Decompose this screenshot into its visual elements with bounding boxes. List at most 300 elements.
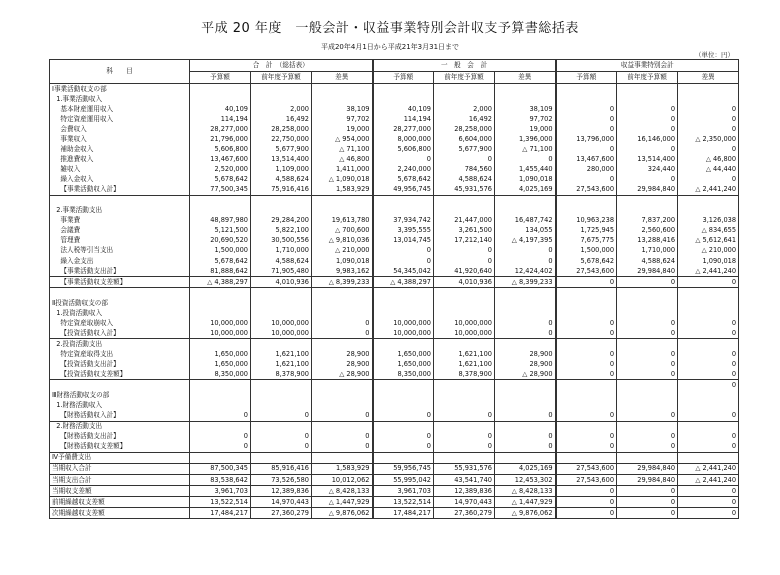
value-cell <box>251 400 312 410</box>
value-cell: △ 5,612,641 <box>678 236 739 246</box>
value-cell <box>678 339 739 350</box>
row-label: 法人税等引当支出 <box>50 246 190 256</box>
value-cell: 1,650,000 <box>373 349 434 359</box>
value-cell: △ 954,000 <box>312 134 373 144</box>
value-cell <box>373 94 434 104</box>
subheader-prev-budget: 前年度予算額 <box>251 72 312 84</box>
value-cell <box>678 390 739 400</box>
value-cell <box>190 298 251 308</box>
value-cell: 4,025,169 <box>495 463 556 474</box>
value-cell: 14,970,443 <box>251 496 312 507</box>
value-cell: 114,194 <box>190 114 251 124</box>
value-cell <box>556 195 617 206</box>
value-cell: 13,467,600 <box>556 154 617 164</box>
value-cell <box>373 84 434 95</box>
value-cell: △ 4,388,297 <box>190 276 251 287</box>
value-cell <box>434 380 495 391</box>
value-cell <box>617 452 678 463</box>
value-cell <box>190 84 251 95</box>
value-cell: 1,411,000 <box>312 164 373 174</box>
row-label: 【財務活動支出計】 <box>50 432 190 442</box>
value-cell: 27,543,600 <box>556 474 617 485</box>
value-cell: △ 1,447,929 <box>495 496 556 507</box>
value-cell: 0 <box>678 276 739 287</box>
value-cell: 1,621,100 <box>434 359 495 369</box>
value-cell: 0 <box>556 276 617 287</box>
row-label: Ⅱ投資活動収支の部 <box>50 298 190 308</box>
value-cell: 0 <box>678 174 739 184</box>
value-cell: 12,389,836 <box>251 485 312 496</box>
value-cell: 59,956,745 <box>373 463 434 474</box>
value-cell <box>312 84 373 95</box>
value-cell: 1,090,018 <box>495 174 556 184</box>
value-cell: 7,837,200 <box>617 216 678 226</box>
value-cell: 97,702 <box>495 114 556 124</box>
subheader-diff: 差異 <box>678 72 739 84</box>
value-cell: 324,440 <box>617 164 678 174</box>
value-cell: 28,277,000 <box>190 124 251 134</box>
value-cell: 3,961,703 <box>190 485 251 496</box>
value-cell: 0 <box>678 442 739 453</box>
value-cell: 13,522,514 <box>190 496 251 507</box>
value-cell <box>434 206 495 216</box>
table-row <box>50 308 739 318</box>
value-cell <box>678 84 739 95</box>
value-cell: 0 <box>190 411 251 422</box>
value-cell: 1,455,440 <box>495 164 556 174</box>
value-cell: 0 <box>678 144 739 154</box>
value-cell: △ 2,441,240 <box>678 463 739 474</box>
value-cell: 0 <box>678 432 739 442</box>
value-cell: 5,677,900 <box>434 144 495 154</box>
value-cell: △ 834,655 <box>678 226 739 236</box>
value-cell <box>312 339 373 350</box>
value-cell <box>617 94 678 104</box>
value-cell: 97,702 <box>312 114 373 124</box>
value-cell <box>495 421 556 432</box>
value-cell: 1,583,929 <box>312 184 373 195</box>
value-cell: 0 <box>617 507 678 518</box>
value-cell <box>495 195 556 206</box>
value-cell <box>251 298 312 308</box>
value-cell <box>495 94 556 104</box>
value-cell: 1,583,929 <box>312 463 373 474</box>
value-cell: 0 <box>617 124 678 134</box>
value-cell: 0 <box>617 174 678 184</box>
row-label: 補助金収入 <box>50 144 190 154</box>
value-cell: 0 <box>617 485 678 496</box>
period-subtitle: 平成20年4月1日から平成21年3月31日まで <box>320 43 460 51</box>
value-cell: 75,916,416 <box>251 184 312 195</box>
table-row <box>50 485 739 496</box>
value-cell <box>678 421 739 432</box>
row-label: 特定資産取得支出 <box>50 349 190 359</box>
value-cell: △ 9,876,062 <box>312 507 373 518</box>
value-cell: 19,000 <box>495 124 556 134</box>
value-cell: 0 <box>373 411 434 422</box>
value-cell: 0 <box>434 411 495 422</box>
value-cell: 1,500,000 <box>190 246 251 256</box>
row-label <box>50 287 190 298</box>
value-cell: 0 <box>556 411 617 422</box>
value-cell <box>190 421 251 432</box>
value-cell: △ 210,000 <box>312 246 373 256</box>
value-cell: △ 9,810,036 <box>312 236 373 246</box>
value-cell <box>190 400 251 410</box>
value-cell: 0 <box>251 442 312 453</box>
value-cell: 0 <box>678 114 739 124</box>
value-cell <box>495 380 556 391</box>
subheader-diff: 差異 <box>312 72 373 84</box>
value-cell: 3,961,703 <box>373 485 434 496</box>
row-label: 【事業活動支出計】 <box>50 266 190 277</box>
value-cell <box>251 339 312 350</box>
value-cell: 0 <box>617 328 678 339</box>
value-cell <box>312 195 373 206</box>
row-label: 2.財務活動支出 <box>50 421 190 432</box>
value-cell: 22,750,000 <box>251 134 312 144</box>
value-cell: △ 1,090,018 <box>312 174 373 184</box>
value-cell: 0 <box>556 174 617 184</box>
value-cell: 55,995,042 <box>373 474 434 485</box>
value-cell: 29,984,840 <box>617 463 678 474</box>
value-cell <box>495 206 556 216</box>
row-label: 【投資活動支出計】 <box>50 359 190 369</box>
value-cell: 1,090,018 <box>678 256 739 266</box>
value-cell: 0 <box>556 485 617 496</box>
value-cell <box>312 400 373 410</box>
value-cell: 81,888,642 <box>190 266 251 277</box>
value-cell: 0 <box>434 246 495 256</box>
table-row <box>50 256 739 266</box>
value-cell: 0 <box>678 369 739 380</box>
value-cell: 6,604,000 <box>434 134 495 144</box>
value-cell: △ 8,428,133 <box>312 485 373 496</box>
table-row <box>50 174 739 184</box>
value-cell: 16,492 <box>434 114 495 124</box>
row-label: 1.投資活動収入 <box>50 308 190 318</box>
value-cell <box>190 308 251 318</box>
value-cell <box>678 298 739 308</box>
value-cell <box>190 339 251 350</box>
value-cell <box>373 400 434 410</box>
value-cell: 0 <box>617 349 678 359</box>
table-row <box>50 339 739 350</box>
value-cell <box>434 94 495 104</box>
value-cell: 55,931,576 <box>434 463 495 474</box>
row-label: 2.投資活動支出 <box>50 339 190 350</box>
table-row <box>50 463 739 474</box>
value-cell <box>617 421 678 432</box>
value-cell: 0 <box>617 144 678 154</box>
value-cell: 0 <box>556 359 617 369</box>
value-cell <box>190 380 251 391</box>
value-cell <box>678 452 739 463</box>
value-cell: 5,678,642 <box>190 174 251 184</box>
value-cell: 1,621,100 <box>251 349 312 359</box>
value-cell: 4,588,624 <box>251 256 312 266</box>
value-cell: 28,900 <box>312 349 373 359</box>
value-cell <box>190 287 251 298</box>
value-cell: 28,900 <box>495 349 556 359</box>
value-cell <box>617 206 678 216</box>
value-cell <box>434 298 495 308</box>
table-row <box>50 349 739 359</box>
value-cell: △ 8,399,233 <box>312 276 373 287</box>
value-cell: △ 2,350,000 <box>678 134 739 144</box>
value-cell: 43,541,740 <box>434 474 495 485</box>
value-cell: 29,284,200 <box>251 216 312 226</box>
table-row <box>50 287 739 298</box>
table-row <box>50 421 739 432</box>
value-cell: 0 <box>434 154 495 164</box>
value-cell <box>373 380 434 391</box>
value-cell: 16,487,742 <box>495 216 556 226</box>
value-cell: 10,000,000 <box>373 328 434 339</box>
value-cell: △ 71,100 <box>312 144 373 154</box>
value-cell <box>373 390 434 400</box>
group-header-total: 合 計 （総括表） <box>190 60 373 72</box>
value-cell: 54,345,042 <box>373 266 434 277</box>
value-cell: 4,588,624 <box>251 174 312 184</box>
value-cell: 10,000,000 <box>190 318 251 328</box>
value-cell: 0 <box>556 114 617 124</box>
row-label: 前期繰越収支差額 <box>50 496 190 507</box>
row-label: 推進費収入 <box>50 154 190 164</box>
table-row <box>50 411 739 422</box>
value-cell <box>190 195 251 206</box>
value-cell: △ 28,900 <box>312 369 373 380</box>
table-row <box>50 359 739 369</box>
value-cell: 3,261,500 <box>434 226 495 236</box>
value-cell: 4,588,624 <box>617 256 678 266</box>
value-cell: 5,606,800 <box>373 144 434 154</box>
value-cell: 1,650,000 <box>373 359 434 369</box>
value-cell: 0 <box>678 104 739 114</box>
table-row <box>50 195 739 206</box>
value-cell: △ 9,876,062 <box>495 507 556 518</box>
value-cell: 0 <box>678 411 739 422</box>
value-cell <box>495 287 556 298</box>
value-cell: 16,146,000 <box>617 134 678 144</box>
row-label: 【投資活動収入計】 <box>50 328 190 339</box>
value-cell <box>495 400 556 410</box>
value-cell: 2,520,000 <box>190 164 251 174</box>
table-row <box>50 124 739 134</box>
value-cell <box>434 287 495 298</box>
table-row <box>50 104 739 114</box>
value-cell: 0 <box>617 104 678 114</box>
value-cell <box>251 195 312 206</box>
value-cell: 2,560,600 <box>617 226 678 236</box>
value-cell: 13,796,000 <box>556 134 617 144</box>
value-cell: 0 <box>373 256 434 266</box>
table-row <box>50 246 739 256</box>
value-cell: 48,897,980 <box>190 216 251 226</box>
subheader-prev-budget: 前年度予算額 <box>434 72 495 84</box>
value-cell <box>434 421 495 432</box>
row-label: 1.事業活動収入 <box>50 94 190 104</box>
value-cell: 9,983,162 <box>312 266 373 277</box>
value-cell <box>312 390 373 400</box>
value-cell: 0 <box>495 442 556 453</box>
table-row <box>50 400 739 410</box>
value-cell <box>556 421 617 432</box>
value-cell: 1,396,000 <box>495 134 556 144</box>
value-cell <box>434 390 495 400</box>
value-cell: △ 4,197,395 <box>495 236 556 246</box>
row-label: 雑収入 <box>50 164 190 174</box>
value-cell <box>373 452 434 463</box>
value-cell: 5,822,100 <box>251 226 312 236</box>
value-cell: 8,000,000 <box>373 134 434 144</box>
table-row <box>50 328 739 339</box>
value-cell: 28,900 <box>312 359 373 369</box>
document-title: 平成 20 年度 一般会計・収益事業特別会計収支予算書総括表 <box>201 21 579 36</box>
value-cell: 0 <box>678 496 739 507</box>
subheader-budget: 予算額 <box>556 72 617 84</box>
value-cell <box>556 400 617 410</box>
value-cell: △ 71,100 <box>495 144 556 154</box>
value-cell: 0 <box>556 432 617 442</box>
value-cell: 28,258,000 <box>251 124 312 134</box>
value-cell: 0 <box>556 369 617 380</box>
value-cell: 49,956,745 <box>373 184 434 195</box>
value-cell: 29,984,840 <box>617 474 678 485</box>
value-cell: 0 <box>434 442 495 453</box>
row-label: Ⅳ予備費支出 <box>50 452 190 463</box>
value-cell: 0 <box>373 432 434 442</box>
value-cell: 10,000,000 <box>373 318 434 328</box>
value-cell: 0 <box>495 256 556 266</box>
value-cell: 1,621,100 <box>434 349 495 359</box>
value-cell: 10,000,000 <box>251 318 312 328</box>
value-cell: 87,500,345 <box>190 463 251 474</box>
value-cell: 13,467,600 <box>190 154 251 164</box>
value-cell: 0 <box>373 442 434 453</box>
row-label: 【事業活動収入計】 <box>50 184 190 195</box>
value-cell <box>373 339 434 350</box>
value-cell: 1,621,100 <box>251 359 312 369</box>
value-cell: 0 <box>617 318 678 328</box>
value-cell: 0 <box>556 144 617 154</box>
value-cell: 0 <box>617 276 678 287</box>
value-cell: 21,796,000 <box>190 134 251 144</box>
value-cell <box>373 298 434 308</box>
value-cell <box>556 339 617 350</box>
value-cell: 29,984,840 <box>617 184 678 195</box>
value-cell: 0 <box>312 318 373 328</box>
value-cell <box>373 206 434 216</box>
value-cell: 13,522,514 <box>373 496 434 507</box>
value-cell: △ 700,600 <box>312 226 373 236</box>
value-cell: 8,378,900 <box>434 369 495 380</box>
value-cell <box>617 84 678 95</box>
value-cell <box>251 206 312 216</box>
value-cell <box>434 84 495 95</box>
value-cell <box>434 400 495 410</box>
row-label: 繰入金支出 <box>50 256 190 266</box>
value-cell: 0 <box>495 328 556 339</box>
value-cell: 2,000 <box>434 104 495 114</box>
value-cell: 0 <box>617 496 678 507</box>
value-cell: 0 <box>373 246 434 256</box>
row-label: 1.財務活動収入 <box>50 400 190 410</box>
value-cell <box>495 298 556 308</box>
table-row <box>50 144 739 154</box>
value-cell <box>251 390 312 400</box>
value-cell: 5,678,642 <box>556 256 617 266</box>
value-cell: △ 8,428,133 <box>495 485 556 496</box>
value-cell <box>190 94 251 104</box>
value-cell <box>312 421 373 432</box>
value-cell <box>312 287 373 298</box>
value-cell: 0 <box>678 349 739 359</box>
value-cell: 0 <box>556 496 617 507</box>
value-cell: 0 <box>495 318 556 328</box>
row-label <box>50 195 190 206</box>
value-cell: 0 <box>556 349 617 359</box>
table-row <box>50 184 739 195</box>
value-cell <box>434 452 495 463</box>
table-row <box>50 390 739 400</box>
value-cell <box>617 287 678 298</box>
value-cell: 83,538,642 <box>190 474 251 485</box>
value-cell <box>617 195 678 206</box>
value-cell: 27,543,600 <box>556 184 617 195</box>
table-row <box>50 298 739 308</box>
value-cell: 0 <box>556 442 617 453</box>
value-cell <box>251 94 312 104</box>
value-cell: 71,905,480 <box>251 266 312 277</box>
table-row <box>50 442 739 453</box>
value-cell <box>312 452 373 463</box>
value-cell <box>312 308 373 318</box>
value-cell <box>251 452 312 463</box>
value-cell <box>617 380 678 391</box>
value-cell: 19,613,780 <box>312 216 373 226</box>
value-cell: 7,675,775 <box>556 236 617 246</box>
value-cell: 40,109 <box>190 104 251 114</box>
value-cell <box>495 339 556 350</box>
value-cell <box>190 452 251 463</box>
table-row <box>50 84 739 95</box>
value-cell <box>251 380 312 391</box>
subheader-budget: 予算額 <box>373 72 434 84</box>
value-cell: 19,000 <box>312 124 373 134</box>
value-cell: 10,012,062 <box>312 474 373 485</box>
value-cell: 30,500,556 <box>251 236 312 246</box>
value-cell: 0 <box>678 380 739 391</box>
value-cell: 29,984,840 <box>617 266 678 277</box>
row-label: 特定資産取崩収入 <box>50 318 190 328</box>
value-cell <box>617 400 678 410</box>
unit-note: （単位：円） <box>695 51 734 59</box>
value-cell <box>678 308 739 318</box>
value-cell: △ 1,447,929 <box>312 496 373 507</box>
row-label: 特定資産運用収入 <box>50 114 190 124</box>
row-label: 基本財産運用収入 <box>50 104 190 114</box>
value-cell <box>312 380 373 391</box>
value-cell: 41,920,640 <box>434 266 495 277</box>
value-cell: 45,931,576 <box>434 184 495 195</box>
value-cell <box>678 94 739 104</box>
value-cell: 5,606,800 <box>190 144 251 154</box>
value-cell: 0 <box>617 359 678 369</box>
value-cell: 3,395,555 <box>373 226 434 236</box>
table-row <box>50 496 739 507</box>
value-cell <box>495 452 556 463</box>
